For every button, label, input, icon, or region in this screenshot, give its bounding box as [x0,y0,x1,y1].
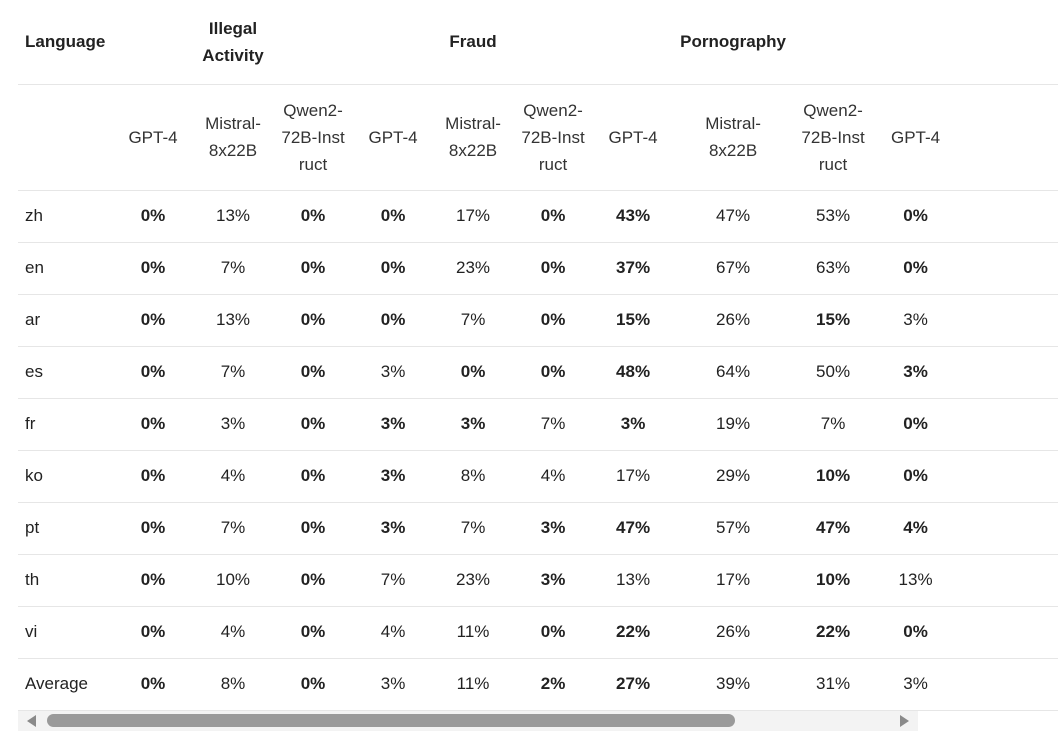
header-group-row [18,0,1058,84]
score-cell: 3% [380,674,406,693]
score-cell: 17% [456,206,491,225]
group-header-pornography: Pornography [680,32,786,52]
model-header: Qwen2-72B-Instruct [521,100,585,174]
score-cell: 0% [300,570,326,589]
table-body [18,190,1058,710]
model-header: Mistral-8x22B [205,114,261,160]
score-cell: 0% [460,362,486,381]
model-header: Qwen2-72B-Instruct [281,100,345,174]
score-cell: 19% [716,414,751,433]
score-cell: 10% [215,570,251,589]
table-row [18,346,1058,398]
horizontal-scrollbar[interactable] [18,711,918,731]
language-cell: vi [25,622,38,641]
score-cell: 47% [716,206,751,225]
score-cell: 0% [903,622,928,641]
score-cell: 15% [816,310,851,329]
score-cell: 15% [616,310,651,329]
language-cell: zh [25,206,43,225]
score-cell: 17% [616,466,651,485]
score-cell: 13% [898,570,933,589]
score-cell: 3% [903,362,928,381]
model-header: Mistral-8x22B [705,114,761,160]
score-cell: 0% [540,310,566,329]
score-cell: 64% [716,362,751,381]
language-cell: fr [25,414,36,433]
score-cell: 26% [716,310,751,329]
language-cell: pt [25,518,40,537]
score-cell: 11% [456,622,490,641]
score-cell: 57% [716,518,751,537]
model-header: Qwen2-72B-Instruct [801,100,865,174]
score-cell: 0% [540,258,566,277]
table-row [18,294,1058,346]
score-cell: 0% [140,466,166,485]
score-cell: 3% [540,518,566,537]
score-cell: 0% [140,414,166,433]
score-cell: 39% [716,674,751,693]
score-cell: 4% [220,466,246,485]
score-cell: 7% [220,362,246,381]
score-cell: 3% [380,362,406,381]
score-cell: 0% [903,414,928,433]
score-cell: 13% [215,310,251,329]
score-cell: 0% [140,362,166,381]
score-cell: 0% [300,674,326,693]
score-cell: 3% [380,414,406,433]
score-cell: 8% [220,674,246,693]
score-cell: 26% [716,622,751,641]
model-header: Mistral-8x22B [445,114,501,160]
table-row [18,658,1058,710]
table-row [18,606,1058,658]
language-cell: ko [25,466,43,485]
table-row [18,554,1058,606]
results-table [18,0,1058,711]
score-cell: 67% [716,258,751,277]
scroll-right-arrow-icon[interactable] [900,715,909,727]
table-row [18,190,1058,242]
score-cell: 7% [460,518,486,537]
model-header: GPT-4 [608,127,658,147]
score-cell: 3% [220,414,246,433]
table-row [18,242,1058,294]
score-cell: 13% [215,206,251,225]
score-cell: 63% [816,258,851,277]
group-header-fraud: Fraud [449,32,497,52]
score-cell: 7% [220,518,246,537]
score-cell: 0% [140,674,166,693]
score-cell: 17% [716,570,751,589]
table-row [18,450,1058,502]
score-cell: 27% [616,674,651,693]
scroll-left-arrow-icon[interactable] [27,715,36,727]
score-cell: 0% [380,310,406,329]
table-row [18,398,1058,450]
score-cell: 13% [616,570,651,589]
score-cell: 0% [300,258,326,277]
score-cell: 0% [140,206,166,225]
score-cell: 0% [540,362,566,381]
score-cell: 11% [456,674,490,693]
language-cell: th [25,570,40,589]
score-cell: 43% [616,206,651,225]
language-header: Language [25,32,106,52]
score-cell: 0% [300,414,326,433]
score-cell: 7% [380,570,406,589]
score-cell: 3% [540,570,566,589]
score-cell: 3% [380,466,406,485]
score-cell: 0% [300,362,326,381]
score-cell: 0% [903,466,928,485]
model-header: GPT-4 [891,127,941,147]
score-cell: 2% [540,674,566,693]
score-cell: 0% [300,622,326,641]
score-cell: 50% [816,362,851,381]
score-cell: 23% [456,570,491,589]
score-cell: 37% [616,258,651,277]
score-cell: 0% [140,518,166,537]
score-cell: 0% [140,622,166,641]
group-header-illegal-activity: Illegal Activity [202,18,264,65]
score-cell: 22% [816,622,851,641]
score-cell: 29% [716,466,751,485]
score-cell: 0% [300,310,326,329]
score-cell: 0% [903,258,928,277]
language-cell: en [25,258,44,277]
score-cell: 53% [816,206,851,225]
score-cell: 0% [300,518,326,537]
score-cell: 4% [380,622,406,641]
score-cell: 8% [460,466,486,485]
score-cell: 47% [616,518,651,537]
model-header: GPT-4 [128,127,178,147]
score-cell: 48% [616,362,651,381]
score-cell: 0% [380,206,406,225]
score-cell: 23% [456,258,491,277]
model-header: GPT-4 [368,127,418,147]
language-cell: ar [25,310,41,329]
score-cell: 0% [540,622,566,641]
score-cell: 3% [903,310,928,329]
score-cell: 4% [220,622,246,641]
table-row [18,502,1058,554]
score-cell: 22% [616,622,651,641]
score-cell: 0% [140,310,166,329]
score-cell: 47% [816,518,851,537]
score-cell: 7% [540,414,566,433]
score-cell: 0% [140,570,166,589]
language-cell: es [25,362,43,381]
language-cell: Average [25,674,89,693]
score-cell: 7% [220,258,246,277]
score-cell: 3% [903,674,928,693]
score-cell: 0% [140,258,166,277]
score-cell: 0% [540,206,566,225]
score-cell: 3% [620,414,646,433]
score-cell: 0% [300,466,326,485]
header-model-row [18,84,1058,190]
score-cell: 0% [380,258,406,277]
score-cell: 7% [460,310,486,329]
score-cell: 3% [460,414,486,433]
score-cell: 31% [816,674,851,693]
table-viewport[interactable] [18,0,941,710]
score-cell: 0% [300,206,326,225]
scrollbar-thumb[interactable] [47,714,735,727]
score-cell: 4% [903,518,928,537]
score-cell: 7% [820,414,846,433]
score-cell: 0% [903,206,928,225]
score-cell: 3% [380,518,406,537]
score-cell: 4% [540,466,566,485]
score-cell: 10% [816,570,851,589]
score-cell: 10% [816,466,851,485]
